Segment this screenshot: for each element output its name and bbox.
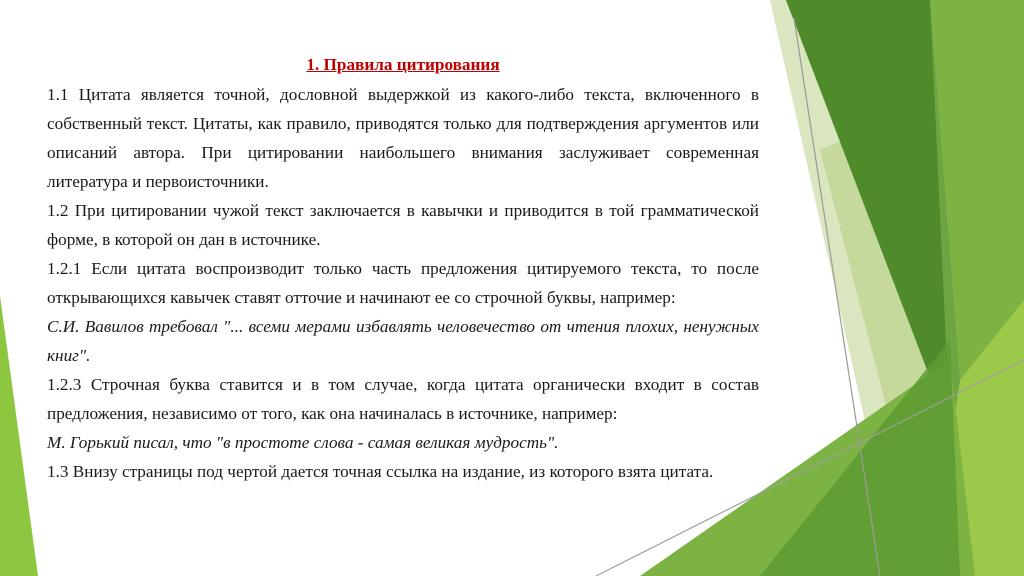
- slide-text: [47, 50, 759, 486]
- body-paragraph: 1.2 При цитировании чужой текст заключается в кавычки и приводится в той грамматической форме, в которой он дан в источнике.: [47, 201, 759, 249]
- body-paragraph: 1.2.3 Строчная буква ставится и в том случае, когда цитата органически входит в состав предложения, независимо от того, как она начиналась в источнике, например:: [47, 375, 759, 423]
- body-paragraph: 1.2.1 Если цитата воспроизводит только часть предложения цитируемого текста, то после открывающихся кавычек ставят отточие и начинают ее со строчной буквы, например:: [47, 259, 759, 307]
- quote-paragraph: С.И. Вавилов требовал "... всеми мерами избавлять человечество от чтения плохих, ненужных книг".: [47, 317, 759, 365]
- left-green-triangle: [0, 296, 38, 576]
- body-paragraph: 1.3 Внизу страницы под чертой дается точная ссылка на издание, из которого взята цитата.: [47, 462, 714, 481]
- quote-paragraph: М. Горький писал, что "в простоте слова - самая великая мудрость".: [47, 433, 559, 452]
- paragraph-list: [47, 80, 759, 486]
- slide-heading: 1. Правила цитирования: [306, 55, 500, 74]
- body-paragraph: 1.1 Цитата является точной, дословной выдержкой из какого-либо текста, включенного в собственный текст. Цитаты, как правило, приводятся только для подтверждения аргументов или описаний автора. При цитировании наибольшего внимания заслуживает современная литература и первоисточники.: [47, 85, 759, 191]
